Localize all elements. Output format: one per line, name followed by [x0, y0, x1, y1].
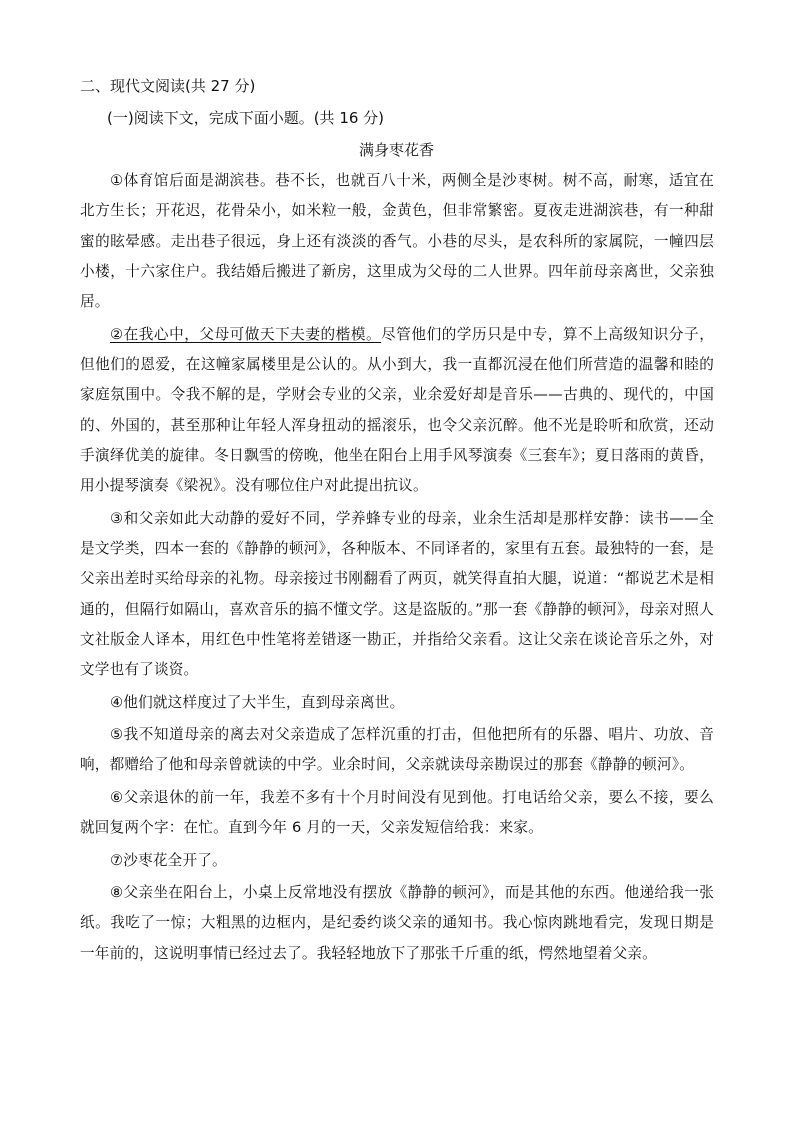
paragraph-text: ①体育馆后面是湖滨巷。巷不长，也就百八十米，两侧全是沙枣树。树不高，耐寒，适宜在北方生长；开花迟，花骨朵小，如米粒一般，金黄色，但非常繁密。夏夜走进湖滨巷，有一种甜蜜的眩晕感。走出巷子很远，身上还有淡淡的香气。小巷的尽头，是农科所的家属院，一幢四层小楼，十六家住户。我结婚后搬进了新房，这里成为父母的二人世界。四年前母亲离世，父亲独居。	[80, 172, 714, 311]
underlined-sentence: ②在我心中，父母可做天下夫妻的楷模。	[110, 325, 382, 343]
paragraph-text: ⑧父亲坐在阳台上，小桌上反常地没有摆放《静静的顿河》，而是其他的东西。他递给我一张纸。我吃了一惊；大粗黑的边框内，是纪委约谈父亲的通知书。我心惊肉跳地看完，发现日期是一年前的，这说明事情已经过去了。我轻轻地放下了那张千斤重的纸，愕然地望着父亲。	[80, 884, 714, 962]
paragraph-4	[80, 688, 714, 718]
paragraph-1	[80, 166, 714, 317]
section-heading: 二、现代文阅读(共 27 分)	[80, 77, 256, 95]
paragraph-text: 尽管他们的学历只是中专，算不上高级知识分子，但他们的恩爱，在这幢家属楼里是公认的。从小到大，我一直都沉浸在他们所营造的温馨和睦的家庭氛围中。令我不解的是，学财会专业的父亲，业余爱好却是音乐——古典的、现代的，中国的、外国的，甚至那种让年轻人浑身扭动的摇滚乐，也令父亲沉醉。他不光是聆听和欣赏，还动手演绎优美的旋律。冬日飘雪的傍晚，他坐在阳台上用手风琴演奏《三套车》；夏日落雨的黄昏，用小提琴演奏《梁祝》。没有哪位住户对此提出抗议。	[80, 325, 714, 495]
paragraph-3	[80, 504, 714, 686]
paragraph-6	[80, 783, 714, 844]
paragraph-text: ⑤我不知道母亲的离去对父亲造成了怎样沉重的打击，但他把所有的乐器、唱片、功放、音响，都赠给了他和母亲曾就读的中学。业余时间，父亲就读母亲勘误过的那套《静静的顿河》。	[80, 726, 714, 774]
paragraph-text: ⑦沙枣花全开了。	[110, 851, 227, 869]
paragraph-text: ④他们就这样度过了大半生，直到母亲离世。	[110, 693, 405, 711]
question-subheading: (一)阅读下文，完成下面小题。(共 16 分)	[107, 109, 385, 127]
paragraph-7	[80, 846, 714, 876]
paragraph-5	[80, 720, 714, 781]
article-body	[80, 166, 714, 969]
paragraph-text: ③和父亲如此大动静的爱好不同，学养蜂专业的母亲，业余生活却是那样安静：读书——全是文学类，四本一套的《静静的顿河》，各种版本、不同译者的，家里有五套。最独特的一套，是父亲出差时买给母亲的礼物。母亲接过书刚翻看了两页，就笑得直拍大腿，说道：“都说艺术是相通的，但隔行如隔山，喜欢音乐的搞不懂文学。这是盗版的。”那一套《静静的顿河》，母亲对照人文社版金人译本，用红色中性笔将差错逐一勘正，并指给父亲看。这让父亲在谈论音乐之外，对文学也有了谈资。	[80, 509, 714, 679]
paragraph-8	[80, 878, 714, 969]
paragraph-text: ⑥父亲退休的前一年，我差不多有十个月时间没有见到他。打电话给父亲，要么不接，要么就回复两个字：在忙。直到今年 6 月的一天，父亲发短信给我：来家。	[80, 788, 714, 837]
paragraph-2	[80, 320, 714, 502]
article-title: 满身枣花香	[358, 141, 434, 159]
